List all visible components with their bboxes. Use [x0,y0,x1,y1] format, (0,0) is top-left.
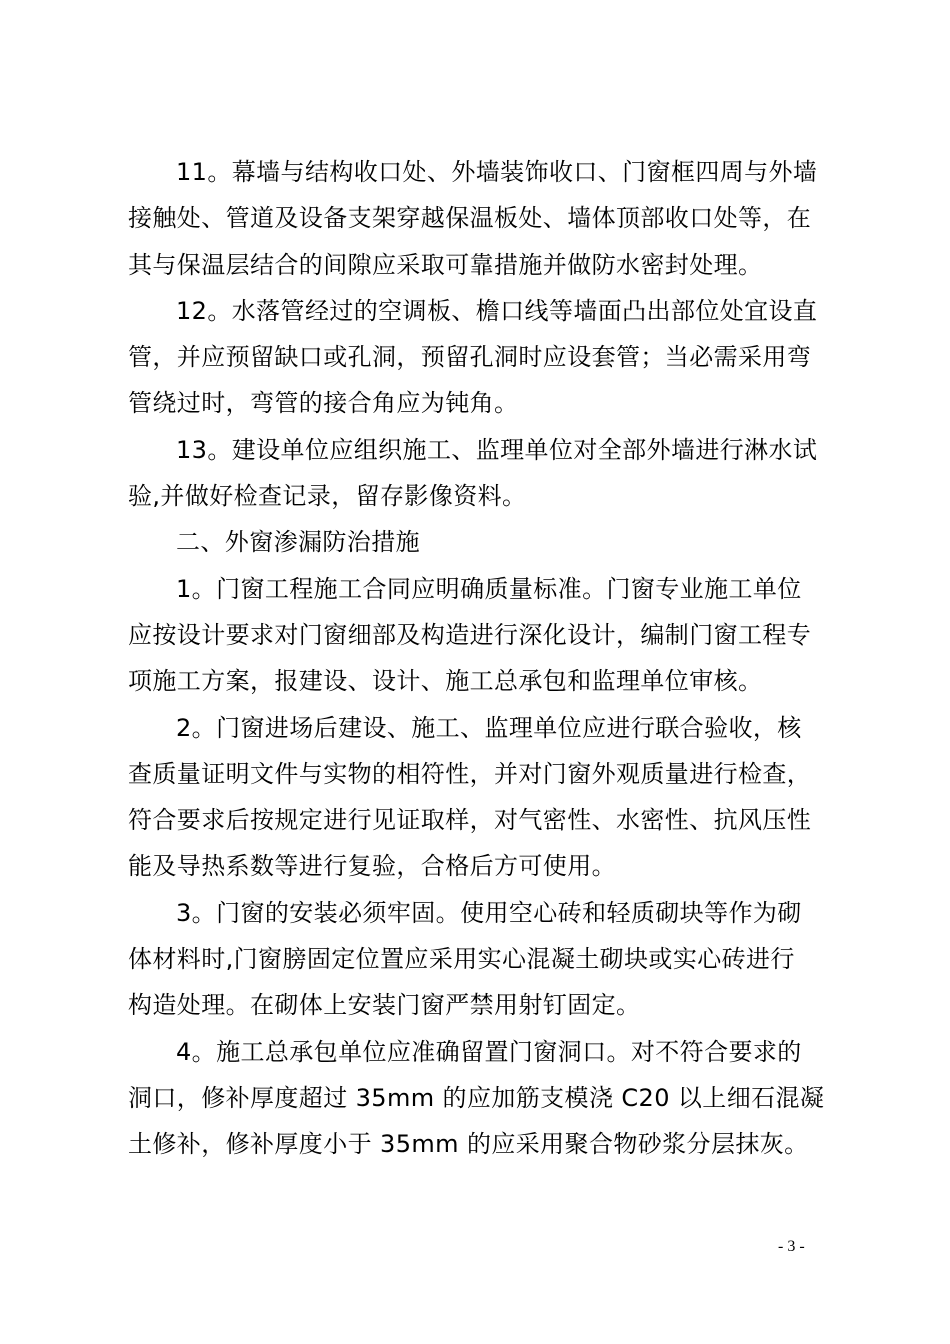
paragraph-2 [128,705,832,890]
paragraph-3 [128,890,832,1029]
paragraph-line: 土修补，修补厚度小于 35mm 的应采用聚合物砂浆分层抹灰。 [128,1130,809,1159]
paragraph-line: 3。门窗的安装必须牢固。使用空心砖和轻质砌块等作为砌 [176,898,802,927]
paragraph-line: 接触处、管道及设备支架穿越保温板处、墙体顶部收口处等，在 [128,204,812,233]
paragraph-13 [128,427,832,520]
section-heading-window-leakage [128,519,832,565]
paragraph-line: 构造处理。在砌体上安装门窗严禁用射钉固定。 [128,991,641,1020]
paragraph-line: 验,并做好检查记录，留存影像资料。 [128,482,527,511]
paragraph-line: 体材料时,门窗膀固定位置应采用实心混凝土砌块或实心砖进行 [128,945,795,974]
paragraph-line: 项施工方案，报建设、设计、施工总承包和监理单位审核。 [128,667,763,696]
paragraph-line: 其与保温层结合的间隙应采取可靠措施并做防水密封处理。 [128,250,763,279]
paragraph-line: 能及导热系数等进行复验，合格后方可使用。 [128,852,616,881]
paragraph-11 [128,149,832,288]
paragraph-line: 管绕过时，弯管的接合角应为钝角。 [128,389,519,418]
paragraph-line: 12。水落管经过的空调板、檐口线等墙面凸出部位处宜设直 [176,296,818,325]
paragraph-line: 管，并应预留缺口或孔洞，预留孔洞时应设套管；当必需采用弯 [128,343,812,372]
page-number: - 3 - [778,1238,805,1255]
document-body [128,149,832,1168]
paragraph-1 [128,566,832,705]
paragraph-line: 应按设计要求对门窗细部及构造进行深化设计，编制门窗工程专 [128,620,812,649]
section-heading: 二、外窗渗漏防治措施 [176,528,420,557]
paragraph-line: 洞口，修补厚度超过 35mm 的应加筋支模浇 C20 以上细石混凝 [128,1083,825,1112]
paragraph-12 [128,288,832,427]
paragraph-line: 4。施工总承包单位应准确留置门窗洞口。对不符合要求的 [176,1037,802,1066]
paragraph-line: 查质量证明文件与实物的相符性，并对门窗外观质量进行检查， [128,759,812,788]
paragraph-4 [128,1029,832,1168]
paragraph-line: 11。幕墙与结构收口处、外墙装饰收口、门窗框四周与外墙 [176,158,818,186]
paragraph-line: 1。门窗工程施工合同应明确质量标准。门窗专业施工单位 [176,574,802,603]
paragraph-line: 符合要求后按规定进行见证取样，对气密性、水密性、抗风压性 [128,806,812,835]
paragraph-line: 2。门窗进场后建设、施工、监理单位应进行联合验收，核 [176,713,802,742]
paragraph-line: 13。建设单位应组织施工、监理单位对全部外墙进行淋水试 [176,435,818,464]
